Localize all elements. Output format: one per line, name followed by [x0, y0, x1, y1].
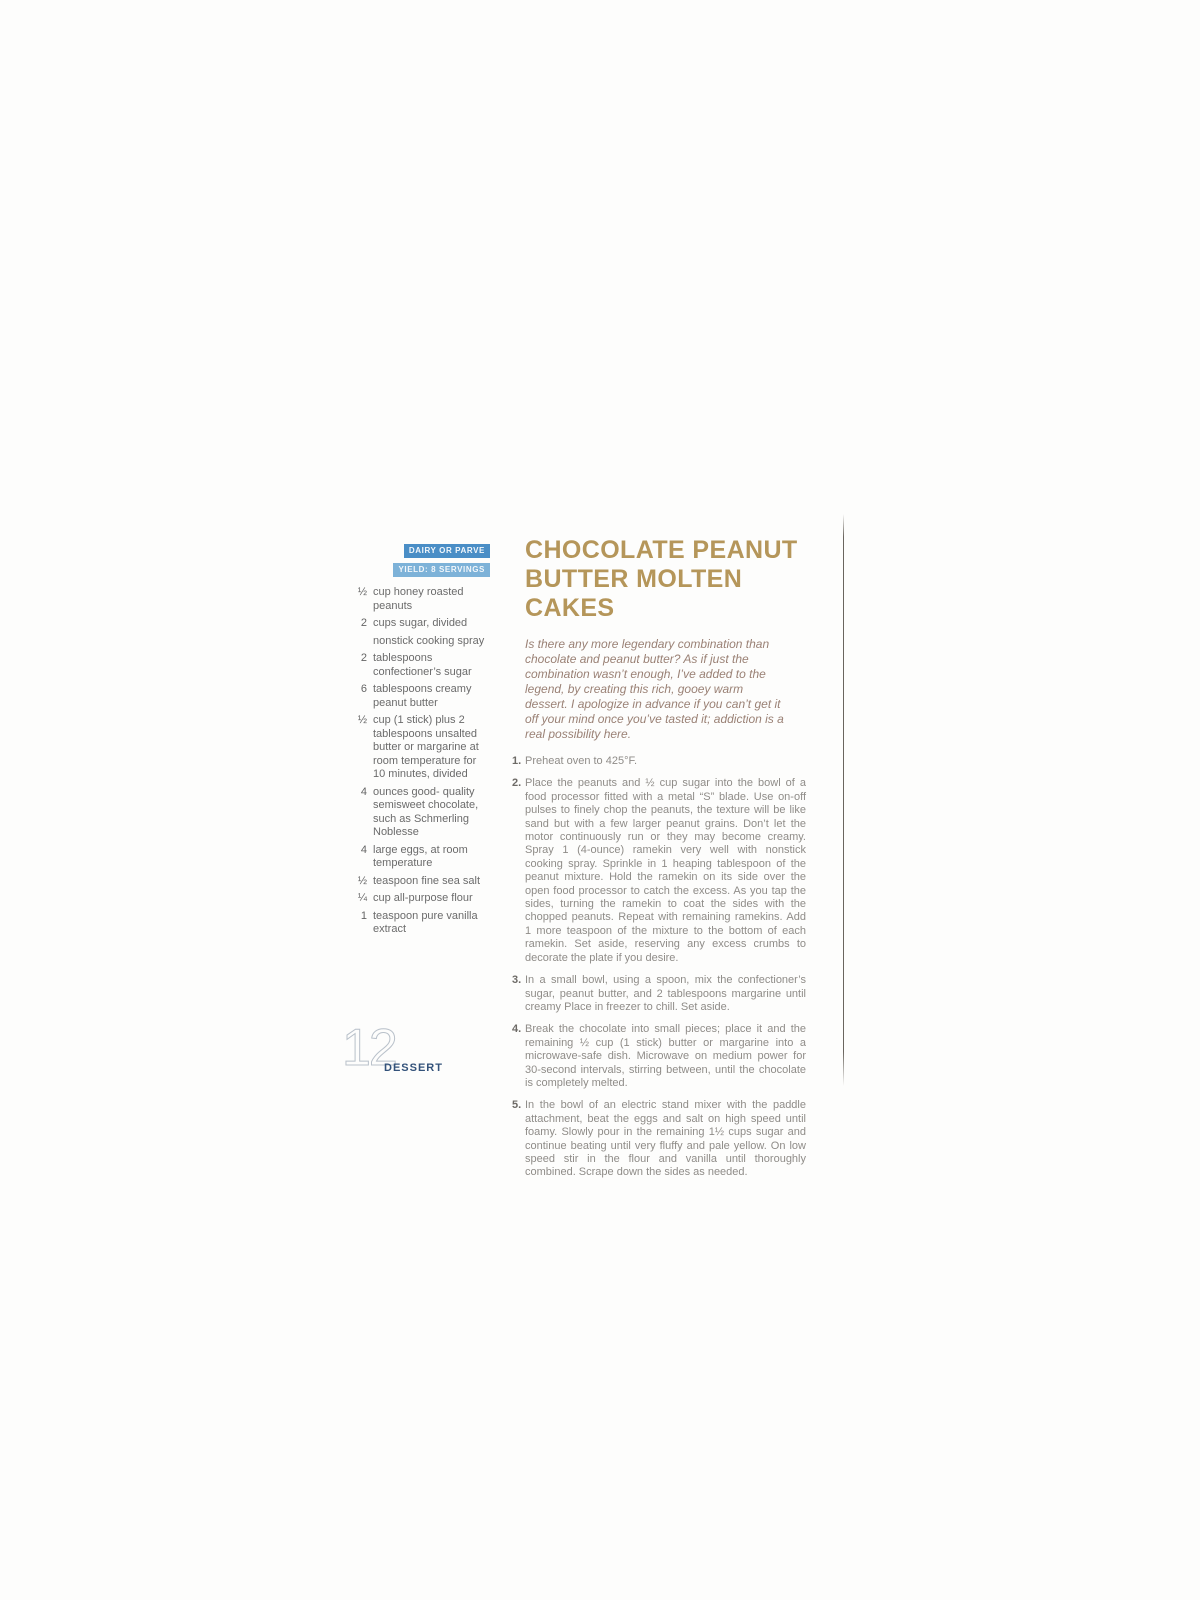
ingredient-text: nonstick cooking spray [373, 634, 485, 647]
ingredient-quantity: ½ [357, 586, 367, 598]
step-number: 2. [512, 777, 522, 790]
ingredient-item [353, 652, 485, 679]
ingredient-item [353, 875, 485, 889]
ingredient-quantity: 2 [360, 617, 367, 629]
step-text: Place the peanuts and ½ cup sugar into the bowl of a food processor fitted with a metal “S” blade. Use on-off pulses to finely chop the peanuts, the texture will be like sand but with a few larger peanut grains. Don’t let the motor continuously run or they may become creamy. Spray 1 (4-ounce) ramekin very well with nonstick cooking spray. Sprinkle in 1 heaping tablespoon of the peanut mixture. Hold the ramekin on its side over the open food processor to catch the excess. As you tap the sides, turning the ramekin to coat the sides with the chopped peanuts. Repeat with remaining ramekins. Add 1 more teaspoon of the mixture to the bottom of each ramekin. Set aside, reserving any excess crumbs to decorate the plate if you desire. [525, 777, 806, 964]
ingredient-item [353, 786, 485, 840]
section-label: DESSERT [384, 1062, 443, 1074]
ingredient-text: large eggs, at room temperature [373, 843, 468, 869]
ingredient-quantity: ¼ [357, 892, 367, 904]
ingredient-item [353, 586, 485, 613]
recipe-badge [355, 540, 490, 577]
ingredient-text: tablespoons creamy peanut butter [373, 683, 472, 709]
ingredient-quantity: 6 [360, 683, 367, 695]
recipe-title-line1: CHOCOLATE PEANUT [525, 536, 798, 564]
instructions-list [512, 755, 806, 1180]
step-number: 5. [512, 1099, 522, 1112]
step-number: 4. [512, 1023, 522, 1036]
step-text: In the bowl of an electric stand mixer with the paddle attachment, beat the eggs and salt on high speed until foamy. Slowly pour in the remaining 1½ cups sugar and continue beating until very fluffy and pale yellow. On low speed stir in the flour and vanilla until thoroughly combined. Scrape down the sides as needed. [525, 1099, 806, 1179]
instruction-step [512, 1099, 806, 1179]
recipe-intro: Is there any more legendary combination than chocolate and peanut butter? As if just the combination wasn’t enough, I’ve added to the legend, by creating this rich, gooey warm dessert. I apologize in advance if you can’t get it off your mind once you’ve tasted it; addiction is a real possibility here. [525, 637, 784, 741]
ingredient-quantity: 2 [360, 652, 367, 664]
page-number: 12 [342, 1019, 396, 1077]
ingredient-item [353, 683, 485, 710]
ingredient-text: teaspoon fine sea salt [373, 874, 481, 887]
instruction-step [512, 1023, 806, 1090]
step-text: In a small bowl, using a spoon, mix the confectioner’s sugar, peanut butter, and 2 tablespoons margarine until creamy Place in freezer to chill. Set aside. [525, 974, 806, 1013]
ingredient-item [353, 910, 485, 937]
ingredient-text: ounces good- quality semisweet chocolate, such as Schmerling Noblesse [373, 785, 479, 838]
step-text: Preheat oven to 425°F. [525, 755, 638, 767]
instruction-step [512, 777, 806, 965]
ingredient-quantity: 4 [360, 843, 367, 856]
ingredient-text: cup all-purpose flour [373, 892, 473, 904]
ingredient-quantity: ½ [357, 714, 367, 726]
ingredient-quantity: 1 [360, 909, 367, 922]
ingredient-item [353, 635, 485, 649]
instruction-step [512, 755, 806, 768]
ingredient-text: cups sugar, divided [373, 617, 468, 629]
step-number: 1. [512, 755, 522, 767]
ingredient-quantity [353, 635, 373, 649]
recipe-main-column [512, 536, 806, 1189]
step-text: Break the chocolate into small pieces; place it and the remaining ½ cup (1 stick) butter or margarine into a microwave-safe dish. Microwave on medium power for 30-second intervals, stirring between, until the chocolate is completely melted. [525, 1023, 806, 1089]
ingredient-text: tablespoons confectioner’s sugar [373, 652, 472, 678]
badge-yield: YIELD: 8 SERVINGS [393, 563, 490, 577]
ingredient-item [353, 892, 485, 906]
step-number: 3. [512, 974, 522, 987]
ingredient-quantity: ½ [357, 874, 367, 887]
ingredient-text: cup (1 stick) plus 2 tablespoons unsalted butter or margarine at room temperature for 10 minutes, divided [373, 714, 479, 780]
ingredient-text: cup honey roasted peanuts [373, 586, 464, 612]
ingredient-item [353, 714, 485, 782]
recipe-title-line2: BUTTER MOLTEN CAKES [525, 565, 743, 622]
ingredient-item [353, 617, 485, 631]
badge-dairy-parve: DAIRY OR PARVE [404, 544, 490, 558]
ingredient-item [353, 844, 485, 871]
page-edge-line [843, 514, 844, 1086]
ingredient-quantity: 4 [360, 785, 367, 798]
recipe-title [525, 536, 810, 623]
instruction-step [512, 974, 806, 1014]
ingredients-list [353, 586, 485, 941]
ingredient-text: teaspoon pure vanilla extract [373, 909, 478, 935]
